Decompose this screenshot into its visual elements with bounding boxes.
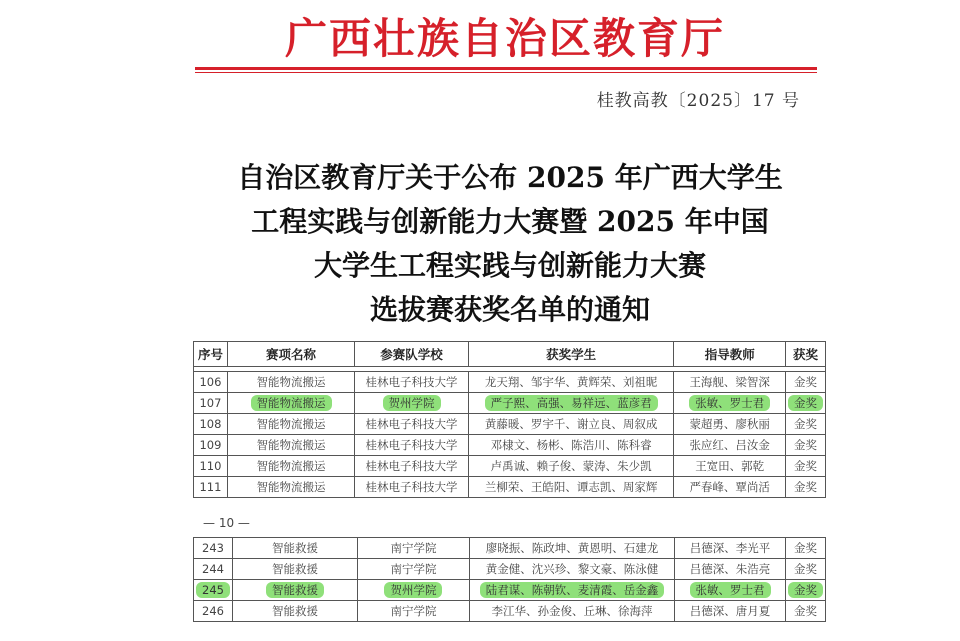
award-level: [785, 435, 825, 456]
page-number-marker: — 10 —: [203, 516, 250, 530]
advisor-names: [674, 435, 786, 456]
letterhead-red-rule: [195, 67, 817, 70]
row-index: [194, 580, 233, 601]
row-index: [194, 435, 228, 456]
event-name-text: 智能物流搬运: [256, 375, 326, 389]
student-names: [468, 477, 674, 498]
advisor-names: [674, 372, 786, 393]
advisor-names: [675, 580, 786, 601]
header-award: 获奖: [785, 342, 825, 367]
school-name-text: 南宁学院: [390, 541, 437, 555]
award-level: [785, 456, 825, 477]
event-name-text: 智能救援: [266, 582, 324, 598]
title-line: 自治区教育厅关于公布 2025 年广西大学生: [237, 161, 783, 194]
row-index: [194, 559, 233, 580]
event-name: [232, 580, 357, 601]
student-names-text: 黄藤暖、罗宇千、谢立良、周叙成: [484, 417, 658, 431]
advisor-names-text: 吕德深、唐月夏: [689, 604, 771, 618]
row-index-text: 246: [202, 604, 224, 618]
row-index: [194, 477, 228, 498]
school-name-text: 桂林电子科技大学: [365, 480, 458, 494]
student-names-text: 李江华、孙金俊、丘琳、徐海萍: [491, 604, 653, 618]
event-name: [232, 538, 357, 559]
event-name-text: 智能物流搬运: [251, 395, 332, 411]
row-index-text: 245: [196, 582, 230, 598]
school-name-text: 贺州学院: [383, 395, 441, 411]
table-header-row: [194, 342, 826, 367]
award-level: [785, 538, 825, 559]
school-name-text: 贺州学院: [384, 582, 442, 598]
event-name-text: 智能救援: [272, 604, 319, 618]
advisor-names-text: 张应红、吕汝金: [689, 438, 770, 452]
row-index: [194, 601, 233, 622]
school-name-text: 南宁学院: [390, 562, 437, 576]
award-level-text: 金奖: [793, 459, 817, 473]
student-names: [469, 580, 674, 601]
advisor-names-text: 王海舰、梁智深: [689, 375, 770, 389]
event-name: [227, 372, 354, 393]
student-names-text: 兰柳荣、王皓阳、谭志凯、周家辉: [484, 480, 658, 494]
advisor-names-text: 张敏、罗士君: [690, 582, 771, 598]
student-names: [468, 393, 674, 414]
student-names-text: 严子熙、高强、易祥远、蓝彦君: [485, 395, 658, 411]
award-level-text: 金奖: [793, 417, 817, 431]
row-index: [194, 456, 228, 477]
event-name: [227, 456, 354, 477]
row-index: [194, 414, 228, 435]
document-number: 桂教高教〔2025〕17 号: [596, 91, 800, 111]
event-name: [227, 393, 354, 414]
award-level-text: 金奖: [788, 582, 823, 598]
school-name: [355, 435, 469, 456]
award-level-text: 金奖: [793, 480, 817, 494]
award-level: [785, 601, 825, 622]
school-name-text: 桂林电子科技大学: [365, 459, 458, 473]
event-name-text: 智能物流搬运: [256, 438, 326, 452]
student-names-text: 卢禹诚、赖子俊、蒙涛、朱少凯: [490, 459, 652, 473]
advisor-names-text: 严春峰、覃尚活: [689, 480, 770, 494]
advisor-names-text: 蒙超勇、廖秋丽: [689, 417, 770, 431]
table-row: [194, 393, 826, 414]
award-level: [785, 559, 825, 580]
student-names: [469, 559, 674, 580]
advisor-names: [675, 559, 786, 580]
advisor-names-text: 吕德深、朱浩亮: [689, 562, 771, 576]
award-level-text: 金奖: [788, 395, 823, 411]
table-row: [194, 580, 826, 601]
notice-title: [190, 156, 830, 332]
school-name-text: 桂林电子科技大学: [365, 438, 458, 452]
row-index-text: 244: [202, 562, 224, 576]
award-level: [785, 414, 825, 435]
row-index: [194, 393, 228, 414]
student-names: [468, 414, 674, 435]
advisor-names-text: 张敏、罗士君: [689, 395, 770, 411]
letterhead-red-rule-thin: [195, 72, 817, 73]
table-row: [194, 372, 826, 393]
table-row: [194, 414, 826, 435]
table-row: [194, 601, 826, 622]
header-index: 序号: [194, 342, 228, 367]
table-row: [194, 559, 826, 580]
event-name: [227, 414, 354, 435]
advisor-names: [675, 538, 786, 559]
event-name-text: 智能物流搬运: [256, 459, 326, 473]
table-row: [194, 435, 826, 456]
award-level-text: 金奖: [793, 375, 817, 389]
row-index-text: 109: [199, 438, 222, 452]
school-name: [355, 393, 469, 414]
student-names-text: 邓棣文、杨彬、陈浩川、陈科睿: [490, 438, 652, 452]
header-school: 参赛队学校: [355, 342, 469, 367]
table-row: [194, 477, 826, 498]
title-line: 大学生工程实践与创新能力大赛: [313, 249, 706, 282]
award-level-text: 金奖: [793, 604, 817, 618]
advisor-names: [674, 414, 786, 435]
event-name: [227, 477, 354, 498]
award-level: [785, 372, 825, 393]
event-name: [232, 559, 357, 580]
school-name: [358, 580, 470, 601]
advisor-names: [674, 393, 786, 414]
header-event: 赛项名称: [227, 342, 354, 367]
school-name: [358, 559, 470, 580]
row-index: [194, 372, 228, 393]
school-name-text: 南宁学院: [390, 604, 437, 618]
advisor-names: [675, 601, 786, 622]
row-index-text: 106: [199, 375, 222, 389]
header-students: 获奖学生: [468, 342, 674, 367]
school-name-text: 桂林电子科技大学: [365, 375, 458, 389]
advisor-names-text: 王宽田、郭乾: [695, 459, 765, 473]
row-index: [194, 538, 233, 559]
school-name: [355, 414, 469, 435]
event-name-text: 智能物流搬运: [256, 417, 326, 431]
student-names: [468, 456, 674, 477]
award-level-text: 金奖: [793, 438, 817, 452]
event-name-text: 智能救援: [272, 562, 319, 576]
school-name-text: 桂林电子科技大学: [365, 417, 458, 431]
table-row: [194, 538, 826, 559]
event-name: [227, 435, 354, 456]
school-name: [355, 477, 469, 498]
school-name: [358, 601, 470, 622]
advisor-names: [674, 456, 786, 477]
student-names-text: 黄金健、沈兴珍、黎文豪、陈泳健: [485, 562, 659, 576]
row-index-text: 107: [199, 396, 222, 410]
school-name: [355, 372, 469, 393]
row-index-text: 108: [199, 417, 222, 431]
school-name: [355, 456, 469, 477]
school-name: [358, 538, 470, 559]
header-advisors: 指导教师: [674, 342, 786, 367]
award-level-text: 金奖: [793, 541, 817, 555]
table-row: [194, 456, 826, 477]
event-name-text: 智能救援: [272, 541, 319, 555]
student-names: [468, 372, 674, 393]
advisor-names: [674, 477, 786, 498]
event-name: [232, 601, 357, 622]
award-level-text: 金奖: [793, 562, 817, 576]
event-name-text: 智能物流搬运: [256, 480, 326, 494]
advisor-names-text: 吕德深、李光平: [689, 541, 771, 555]
student-names-text: 廖晓振、陈政坤、黄恩明、石建龙: [485, 541, 659, 555]
award-table-page-10: [193, 341, 826, 498]
award-level: [785, 477, 825, 498]
letterhead-title: 广西壮族自治区教育厅: [284, 14, 725, 63]
row-index-text: 111: [199, 480, 222, 494]
student-names: [469, 601, 674, 622]
award-level: [785, 580, 825, 601]
row-index-text: 243: [202, 541, 224, 555]
title-line: 工程实践与创新能力大赛暨 2025 年中国: [251, 205, 769, 238]
student-names-text: 龙天翔、邹宇华、黄辉荣、刘祖昵: [484, 375, 658, 389]
award-level: [785, 393, 825, 414]
student-names: [468, 435, 674, 456]
student-names-text: 陆君谋、陈朝钦、麦清霞、岳金鑫: [480, 582, 665, 598]
row-index-text: 110: [199, 459, 222, 473]
student-names: [469, 538, 674, 559]
title-line: 选拔赛获奖名单的通知: [369, 293, 650, 326]
award-table-continued: [193, 537, 826, 622]
